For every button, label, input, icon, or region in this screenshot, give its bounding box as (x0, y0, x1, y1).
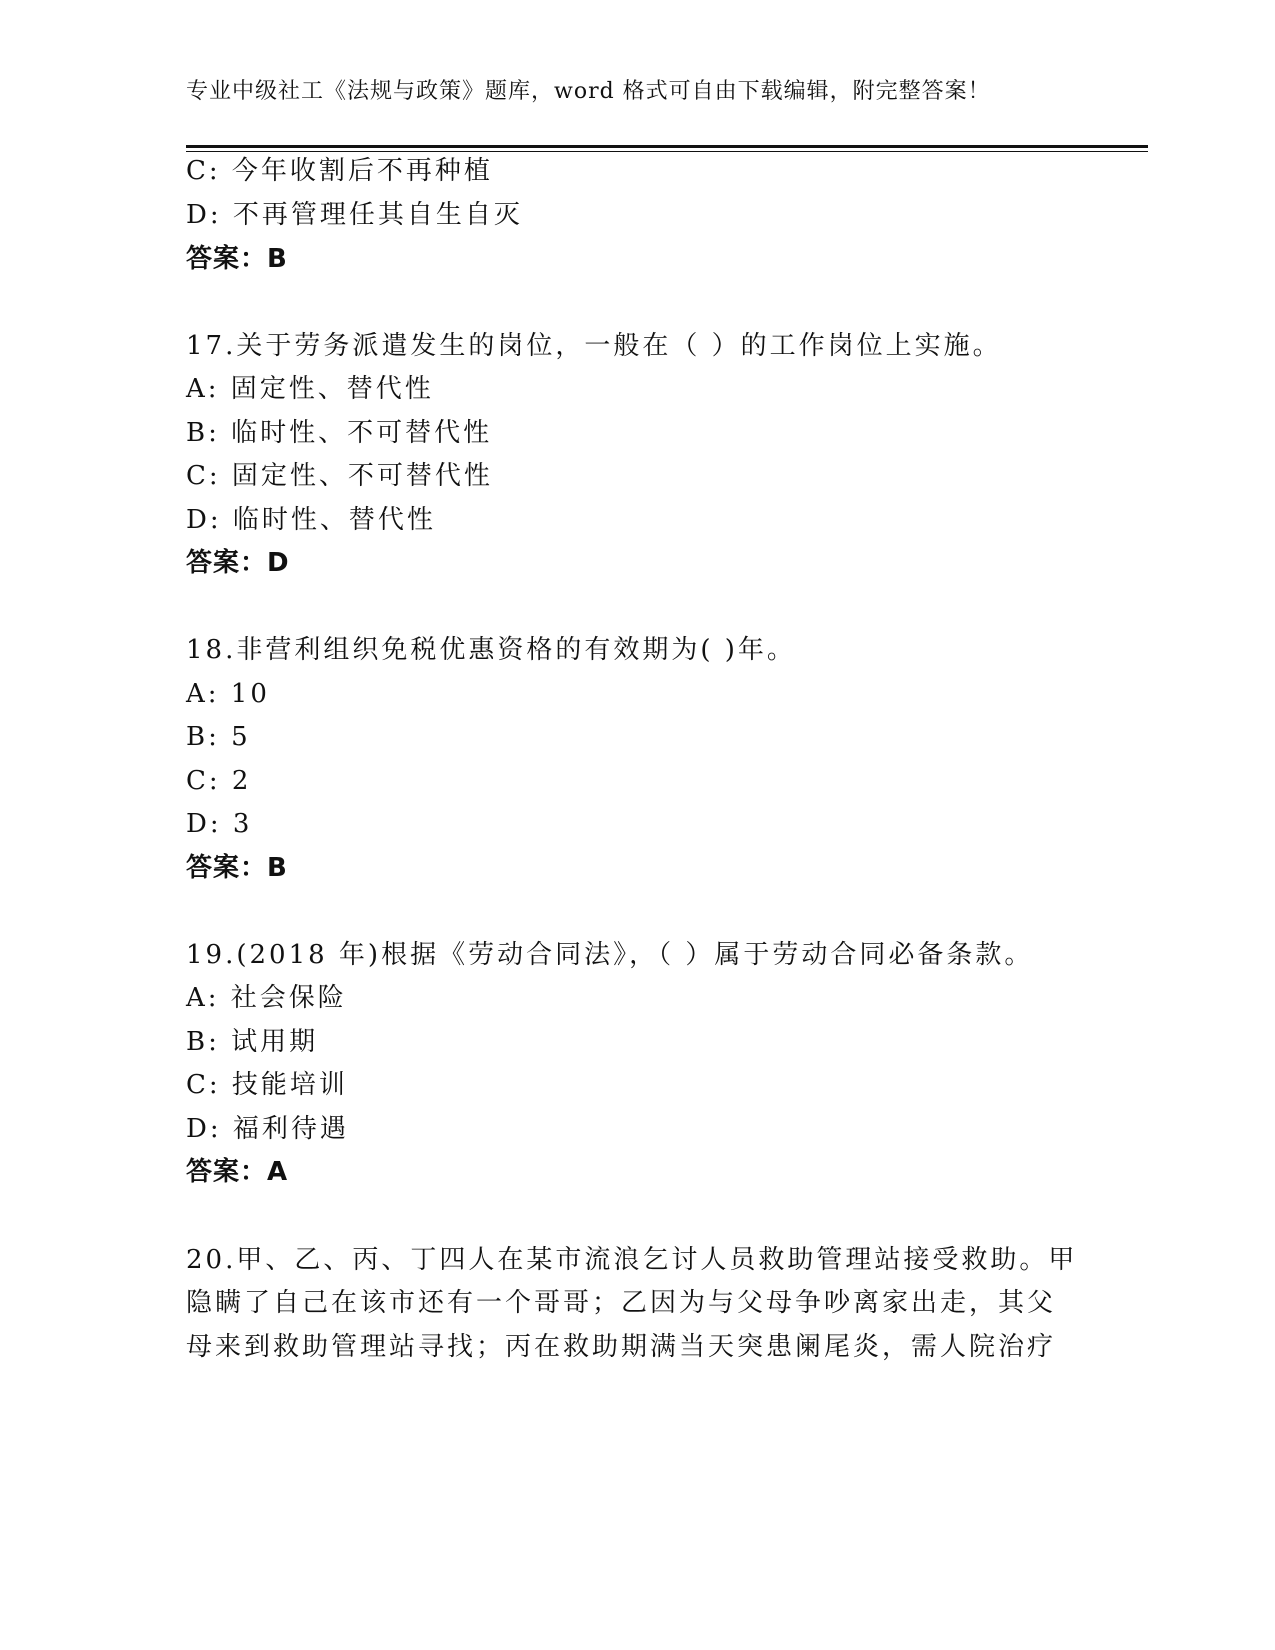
option-d: D: 3 (186, 809, 253, 839)
option-d: D: 临时性、替代性 (186, 505, 436, 535)
question-stem: 17.关于劳务派遣发生的岗位，一般在（ ）的工作岗位上实施。 (186, 331, 1002, 361)
option-c: C: 今年收割后不再种植 (186, 156, 493, 186)
answer-line: 答案：A (186, 1157, 289, 1187)
option-a: A: 10 (186, 679, 270, 709)
option-a: A: 社会保险 (186, 983, 347, 1013)
question-stem: 18.非营利组织免税优惠资格的有效期为( )年。 (186, 635, 796, 665)
option-c: C: 技能培训 (186, 1070, 348, 1100)
option-c: C: 2 (186, 766, 252, 796)
option-b: B: 试用期 (186, 1027, 319, 1057)
option-b: B: 5 (186, 722, 251, 752)
question-stem-line-2: 隐瞒了自己在该市还有一个哥哥；乙因为与父母争吵离家出走，其父 (186, 1288, 1057, 1318)
option-c: C: 固定性、不可替代性 (186, 461, 493, 491)
option-b: B: 临时性、不可替代性 (186, 418, 493, 448)
answer-line: 答案：B (186, 853, 288, 883)
answer-line: 答案：B (186, 244, 288, 274)
header-divider-thin (186, 151, 1148, 152)
option-d: D: 福利待遇 (186, 1114, 349, 1144)
header-divider-thick (186, 145, 1148, 148)
answer-line: 答案：D (186, 548, 290, 578)
question-stem-line-3: 母来到救助管理站寻找；丙在救助期满当天突患阑尾炎，需人院治疗 (186, 1332, 1057, 1362)
question-stem-line-1: 20.甲、乙、丙、丁四人在某市流浪乞讨人员救助管理站接受救助。甲 (186, 1245, 1078, 1275)
option-a: A: 固定性、替代性 (186, 374, 434, 404)
option-d: D: 不再管理任其自生自灭 (186, 200, 523, 230)
page-header: 专业中级社工《法规与政策》题库，word 格式可自由下载编辑，附完整答案！ (186, 79, 991, 104)
question-stem: 19.(2018 年)根据《劳动合同法》，（ ）属于劳动合同必备条款。 (186, 940, 1034, 970)
